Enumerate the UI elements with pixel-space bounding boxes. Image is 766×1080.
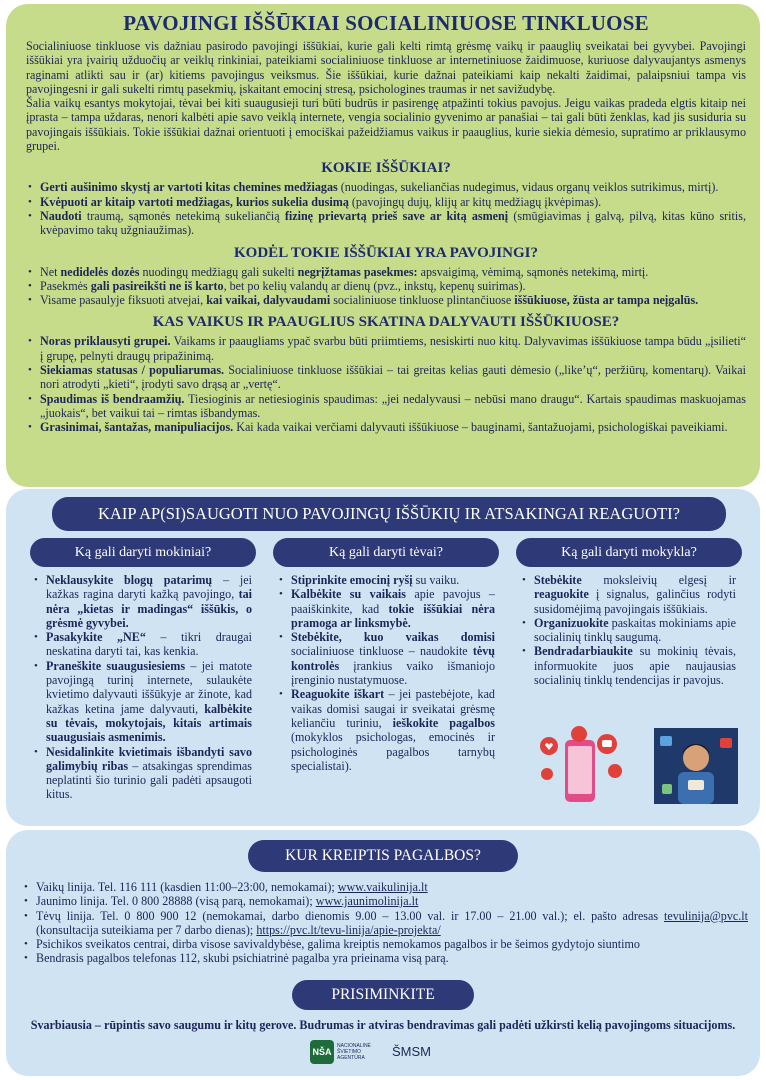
- item-text: (pavojingų dujų, klijų ar kitų medžiagų įkvėpimas).: [348, 194, 602, 209]
- remember-heading: PRISIMINKITE: [292, 980, 474, 1010]
- list-item: [26, 363, 746, 392]
- list-item: [32, 630, 252, 659]
- item-bold: kai vaikai, dalyvaudami: [206, 293, 331, 308]
- item-bold: Pasakykite „NE“: [46, 630, 146, 645]
- notification-bubble-icon: [541, 768, 553, 780]
- challenges-list: [26, 180, 746, 237]
- how-to-heading: KAIP AP(SI)SAUGOTI NUO PAVOJINGŲ IŠŠŪKIŲ IR ATSAKINGAI REAGUOTI?: [52, 497, 726, 531]
- dangers-list: [26, 265, 746, 308]
- item-bold: fizinę prievartą prieš save ar kitą asmenį: [284, 208, 509, 223]
- item-text: , bet po kelių valandų ar dienų (pvz., inkstų, kepenų suirimas).: [223, 278, 526, 293]
- item-bold: Reaguokite iškart: [291, 687, 385, 702]
- item-text: Tiesioginis ar netiesioginis spaudimas: „jei nedalyvausi – nebūsi mano draugu“. Kartais spaudimas maskuojamas „juokais“, bet vaikui tai – rimtas išbandymas.: [40, 391, 747, 420]
- item-bold: Naudoti: [40, 208, 82, 223]
- item-bold: iššūkiuose, žūsta ar tampa neįgalūs.: [514, 293, 699, 308]
- parents-heading: Ką gali daryti tėvai?: [273, 538, 499, 567]
- phone-reactions-illustration: [535, 726, 625, 810]
- list-item: [22, 894, 748, 908]
- item-text: Tėvų linija. Tel. 0 800 900 12 (nemokamai, darbo dienomis 9.00 – 13.00 val. ir 17.00 – 21.00 val.); el. pašto adresas: [36, 908, 664, 923]
- item-bold: gali pasireikšti ne iš karto: [90, 278, 224, 293]
- motives-list: [26, 334, 746, 434]
- list-item: [22, 909, 748, 938]
- phone-in-hands: [688, 780, 704, 790]
- teen-face: [683, 745, 709, 771]
- nsa-logo-text: NACIONALINĖ ŠVIETIMO AGENTŪRA: [337, 1043, 371, 1061]
- item-bold: Noras priklausyti grupei.: [40, 334, 171, 349]
- help-heading: KUR KREIPTIS PAGALBOS?: [248, 840, 518, 872]
- item-bold: Spaudimas iš bendraamžių.: [40, 391, 185, 406]
- chat-app-icon: [662, 784, 672, 794]
- smsm-logo: [392, 1044, 431, 1059]
- item-text: Kai kada vaikai verčiami dalyvauti iššūkiuose – bauginami, šantažuojami, psichologiškai paveikiami.: [233, 420, 728, 435]
- item-text: Socialiniuose tinkluose iššūkiai – tai greitas kelias gauti dėmesio („like’ų“, peržiūrų, komentarų). Vaikai nori atrodyti „kieti“, įrodyti savo drąsą ar „vertę“.: [40, 363, 746, 392]
- item-bold: negrįžtamas pasekmes:: [297, 264, 418, 279]
- list-item: [32, 659, 252, 745]
- green-panel: [6, 4, 760, 487]
- item-text: – tikri draugai neskatina daryti tai, kas kenkia.: [46, 630, 252, 659]
- list-item: [277, 630, 495, 687]
- list-item: [26, 293, 746, 307]
- item-text: moksleivių elgesį ir: [581, 573, 736, 587]
- school-heading: Ką gali daryti mokykla?: [516, 538, 742, 567]
- school-list: [520, 573, 736, 687]
- item-text: – atsakingas sprendimas neplatinti šio turinio gali padėti apsaugoti kitus.: [46, 758, 252, 802]
- item-bold: Praneškite suaugusiesiems: [46, 658, 186, 673]
- item-text: – jei pastebėjote, kad vaikas domisi saugai ir sveikatai grėsmę keliančiu turiniu,: [291, 687, 495, 730]
- section-heading-motives: KAS VAIKUS IR PAAUGLIUS SKATINA DALYVAUTI IŠŠŪKIUOSE?: [152, 314, 620, 331]
- page-title: PAVOJINGI IŠŠŪKIAI SOCIALINIUOSE TINKLUOSE: [123, 11, 649, 35]
- section-heading-what: KOKIE IŠŠŪKIAI?: [321, 160, 451, 177]
- item-text: Net: [40, 264, 61, 279]
- intro-paragraph-1: Socialiniuose tinkluose vis dažniau pasirodo pavojingi iššūkiai, kurie gali kelti rimtą grėsmę vaikų ir paauglių sveikatai bei gyvybei. Pavojingi iššūkiai yra įvairių užduočių ar veiklų rinkiniai, pateikiami socialiniuose tinkluose ar internetiniuose žaidimuose, kuriuose dalyvaujantys asmenys raginami atlikti sau ir (ar) kitiems pavojingus veiksmus. Šie iššūkiai, kurie dažnai pateikiami kaip nekalti žaidimai, palaipsniui tampa vis pavojingesni ir gali sukelti rimtų pasekmių, įskaitant emocinį stresą, psichologines traumas ir net savižudybę.: [26, 39, 746, 96]
- list-item: [520, 644, 736, 687]
- item-text: su vaiku.: [412, 573, 460, 587]
- list-item: [22, 880, 748, 894]
- item-text: (mokyklos psichologas, emocinės ir psichologinės pagalbos tarnybų specialistai).: [291, 730, 495, 773]
- item-text: socialiniuose tinkluose – naudokite: [291, 644, 473, 659]
- list-item: [22, 937, 748, 951]
- item-text: Psichikos sveikatos centrai, dirba visose savivaldybėse, galima kreiptis nemokamos pagalbos ir be šeimos gydytojo siuntimo: [36, 937, 640, 952]
- list-item: [32, 745, 252, 802]
- item-bold: Stiprinkite emocinį ryšį: [291, 573, 413, 587]
- remember-text: Svarbiausia – rūpintis savo saugumu ir kitų gerove. Budrumas ir atviras bendravimas gali padėti užkirsti kelią pavojingoms situacijoms.: [30, 1018, 736, 1032]
- item-text: Pasekmės: [40, 278, 91, 293]
- phone-screen: [568, 746, 592, 794]
- social-app-icon: [660, 736, 672, 746]
- list-item: [26, 334, 746, 363]
- list-item: [277, 573, 495, 587]
- item-text: – jei matote pavojingą turinį internete, sulaukėte kvietimo dalyvauti iššūkyje ar žinote, kad kažkas ketina jame dalyvauti,: [46, 658, 253, 716]
- smsm-logo-text: ŠMSM: [392, 1044, 431, 1059]
- item-bold: Organizuokite: [534, 615, 609, 630]
- parents-list: [277, 573, 495, 773]
- item-text: nuodingų medžiagų gali sukelti: [139, 264, 298, 279]
- item-text: Vaikų linija. Tel. 116 111 (kasdien 11:00–23:00, nemokamai);: [36, 880, 338, 894]
- item-text: įrankius vaiko išmaniojo įrenginio nustatymuose.: [291, 658, 495, 688]
- item-text: traumą, sąmonės netekimą sukeliančią: [81, 208, 285, 223]
- item-bold: tėvų kontrolės: [291, 644, 495, 673]
- list-item: [26, 420, 746, 434]
- item-bold: Nesidalinkite kvietimais išbandyti savo galimybių ribas: [46, 744, 252, 773]
- video-app-icon: [720, 738, 732, 748]
- list-item: [26, 209, 746, 238]
- item-bold: kalbėkite su tėvais, mokytojais, kitais artimais suaugusiais asmenimis.: [46, 701, 252, 745]
- item-text: Visame pasaulyje fiksuoti atvejai,: [40, 293, 207, 308]
- like-bubble-icon: [571, 726, 587, 742]
- section-heading-why: KODĖL TOKIE IŠŠŪKIAI YRA PAVOJINGI?: [234, 244, 538, 261]
- item-bold: Stebėkite, kuo vaikas domisi: [291, 630, 495, 645]
- item-text: (nuodingas, sukeliančias nudegimus, vidaus organų veiklos sutrikimus, mirtį).: [337, 180, 719, 195]
- intro-paragraph-2: Šalia vaikų esantys mokytojai, tėvai bei kiti suaugusieji turi būti budrūs ir pasirengę atpažinti tokius pavojus. Jeigu vaikas pradeda elgtis kitaip nei įprasta – tampa uždaras, nenori kalbėti apie savo veiklą internete, vengia socialinio gyvenimo ar panašiai – tai gali būti ženklas, kad jis susiduria su pavojingais iššūkiais. Tokie iššūkiai dažnai orientuoti į emociškai pažeidžiamus vaikus ir paauglius, kurie siekia dėmesio, supratimo ar priklausymo grupei.: [26, 96, 746, 154]
- list-item: [277, 587, 495, 630]
- vaikulinija-link[interactable]: www.vaikulinija.lt: [337, 880, 428, 894]
- item-text: (konsultacija suteikiama per 7 darbo dienas);: [36, 922, 257, 937]
- item-bold: Neklausykite blogų patarimų: [46, 573, 213, 587]
- tevulinija-email-link[interactable]: tevulinija@pvc.lt: [663, 908, 748, 923]
- play-bubble-icon: [608, 764, 622, 778]
- item-text: – jei kažkas ragina daryti kažką pavojingo,: [46, 573, 252, 602]
- list-item: [22, 951, 748, 965]
- nsa-logo: [310, 1040, 379, 1064]
- item-text: su mokinių tėvais, informuokite juos apie naujausias socialinių tinklų tendencijas ir pavojus.: [534, 644, 736, 688]
- list-item: [520, 616, 736, 645]
- item-text: į signalus, galinčius rodyti susidomėjimą pavojingais iššūkiais.: [534, 587, 736, 616]
- list-item: [26, 265, 746, 279]
- list-item: [520, 573, 736, 616]
- item-text: Jaunimo linija. Tel. 0 800 28888 (visą parą, nemokamai);: [36, 894, 316, 909]
- list-item: [32, 573, 252, 630]
- pvc-link[interactable]: https://pvc.lt/tevu-linija/apie-projekta/: [256, 922, 441, 937]
- item-bold: Grasinimai, šantažas, manipuliacijos.: [40, 420, 234, 435]
- nsa-logo-mark: NŠA: [310, 1040, 334, 1064]
- item-bold: Kvėpuoti ar kitaip vartoti medžiagas, kurios sukelia dusimą: [40, 194, 349, 209]
- item-bold: Gerti aušinimo skystį ar vartoti kitas chemines medžiagas: [40, 180, 338, 195]
- item-text: paskaitas mokiniams apie socialinių tinklų saugumą.: [534, 615, 736, 645]
- jaunimolinija-link[interactable]: www.jaunimolinija.lt: [315, 894, 419, 909]
- students-list: [32, 573, 252, 802]
- item-bold: tokie iššūkiai nėra pramoga ar linksmybė.: [291, 601, 495, 630]
- item-text: (smūgiavimas į galvą, pilvą, kitas kūno sritis, kvėpavimo takų užgniaužimas).: [40, 208, 746, 238]
- item-bold: Kalbėkite su vaikais: [291, 587, 406, 602]
- item-bold: Stebėkite: [534, 573, 582, 587]
- item-text: socialiniuose tinkluose plintančiuose: [330, 293, 515, 308]
- teen-with-phone-illustration: [654, 728, 738, 804]
- list-item: [26, 392, 746, 421]
- item-text: Bendrasis pagalbos telefonas 112, skubi psichiatrinė pagalba yra prieinama visą parą.: [36, 951, 449, 966]
- help-list: [22, 880, 748, 966]
- item-text: apie pavojus – paaiškinkite, kad: [291, 587, 495, 616]
- item-text: Vaikams ir paaugliams ypač svarbu būti priimtiems, nesiskirti nuo kitų. Dalyvavimas iššūkiuose tampa būdu „įsilieti“ į grupę, pelnyti draugų pripažinimą.: [40, 334, 746, 363]
- item-bold: ieškokite pagalbos: [392, 715, 495, 730]
- item-bold: reaguokite: [534, 587, 589, 602]
- item-bold: tai nėra „kietas ir madingas“ iššūkis, o grėsmė gyvybei.: [46, 587, 252, 630]
- item-bold: nedidelės dozės: [60, 264, 140, 279]
- item-bold: Siekiamas statusas / populiarumas.: [40, 363, 225, 378]
- item-bold: Bendradarbiaukite: [534, 644, 633, 659]
- students-heading: Ką gali daryti mokiniai?: [30, 538, 256, 567]
- item-text: apsvaigimą, vėmimą, sąmonės netekimą, mirtį.: [417, 264, 649, 279]
- list-item: [277, 687, 495, 773]
- list-item: [26, 279, 746, 293]
- list-item: [26, 195, 746, 209]
- list-item: [26, 180, 746, 194]
